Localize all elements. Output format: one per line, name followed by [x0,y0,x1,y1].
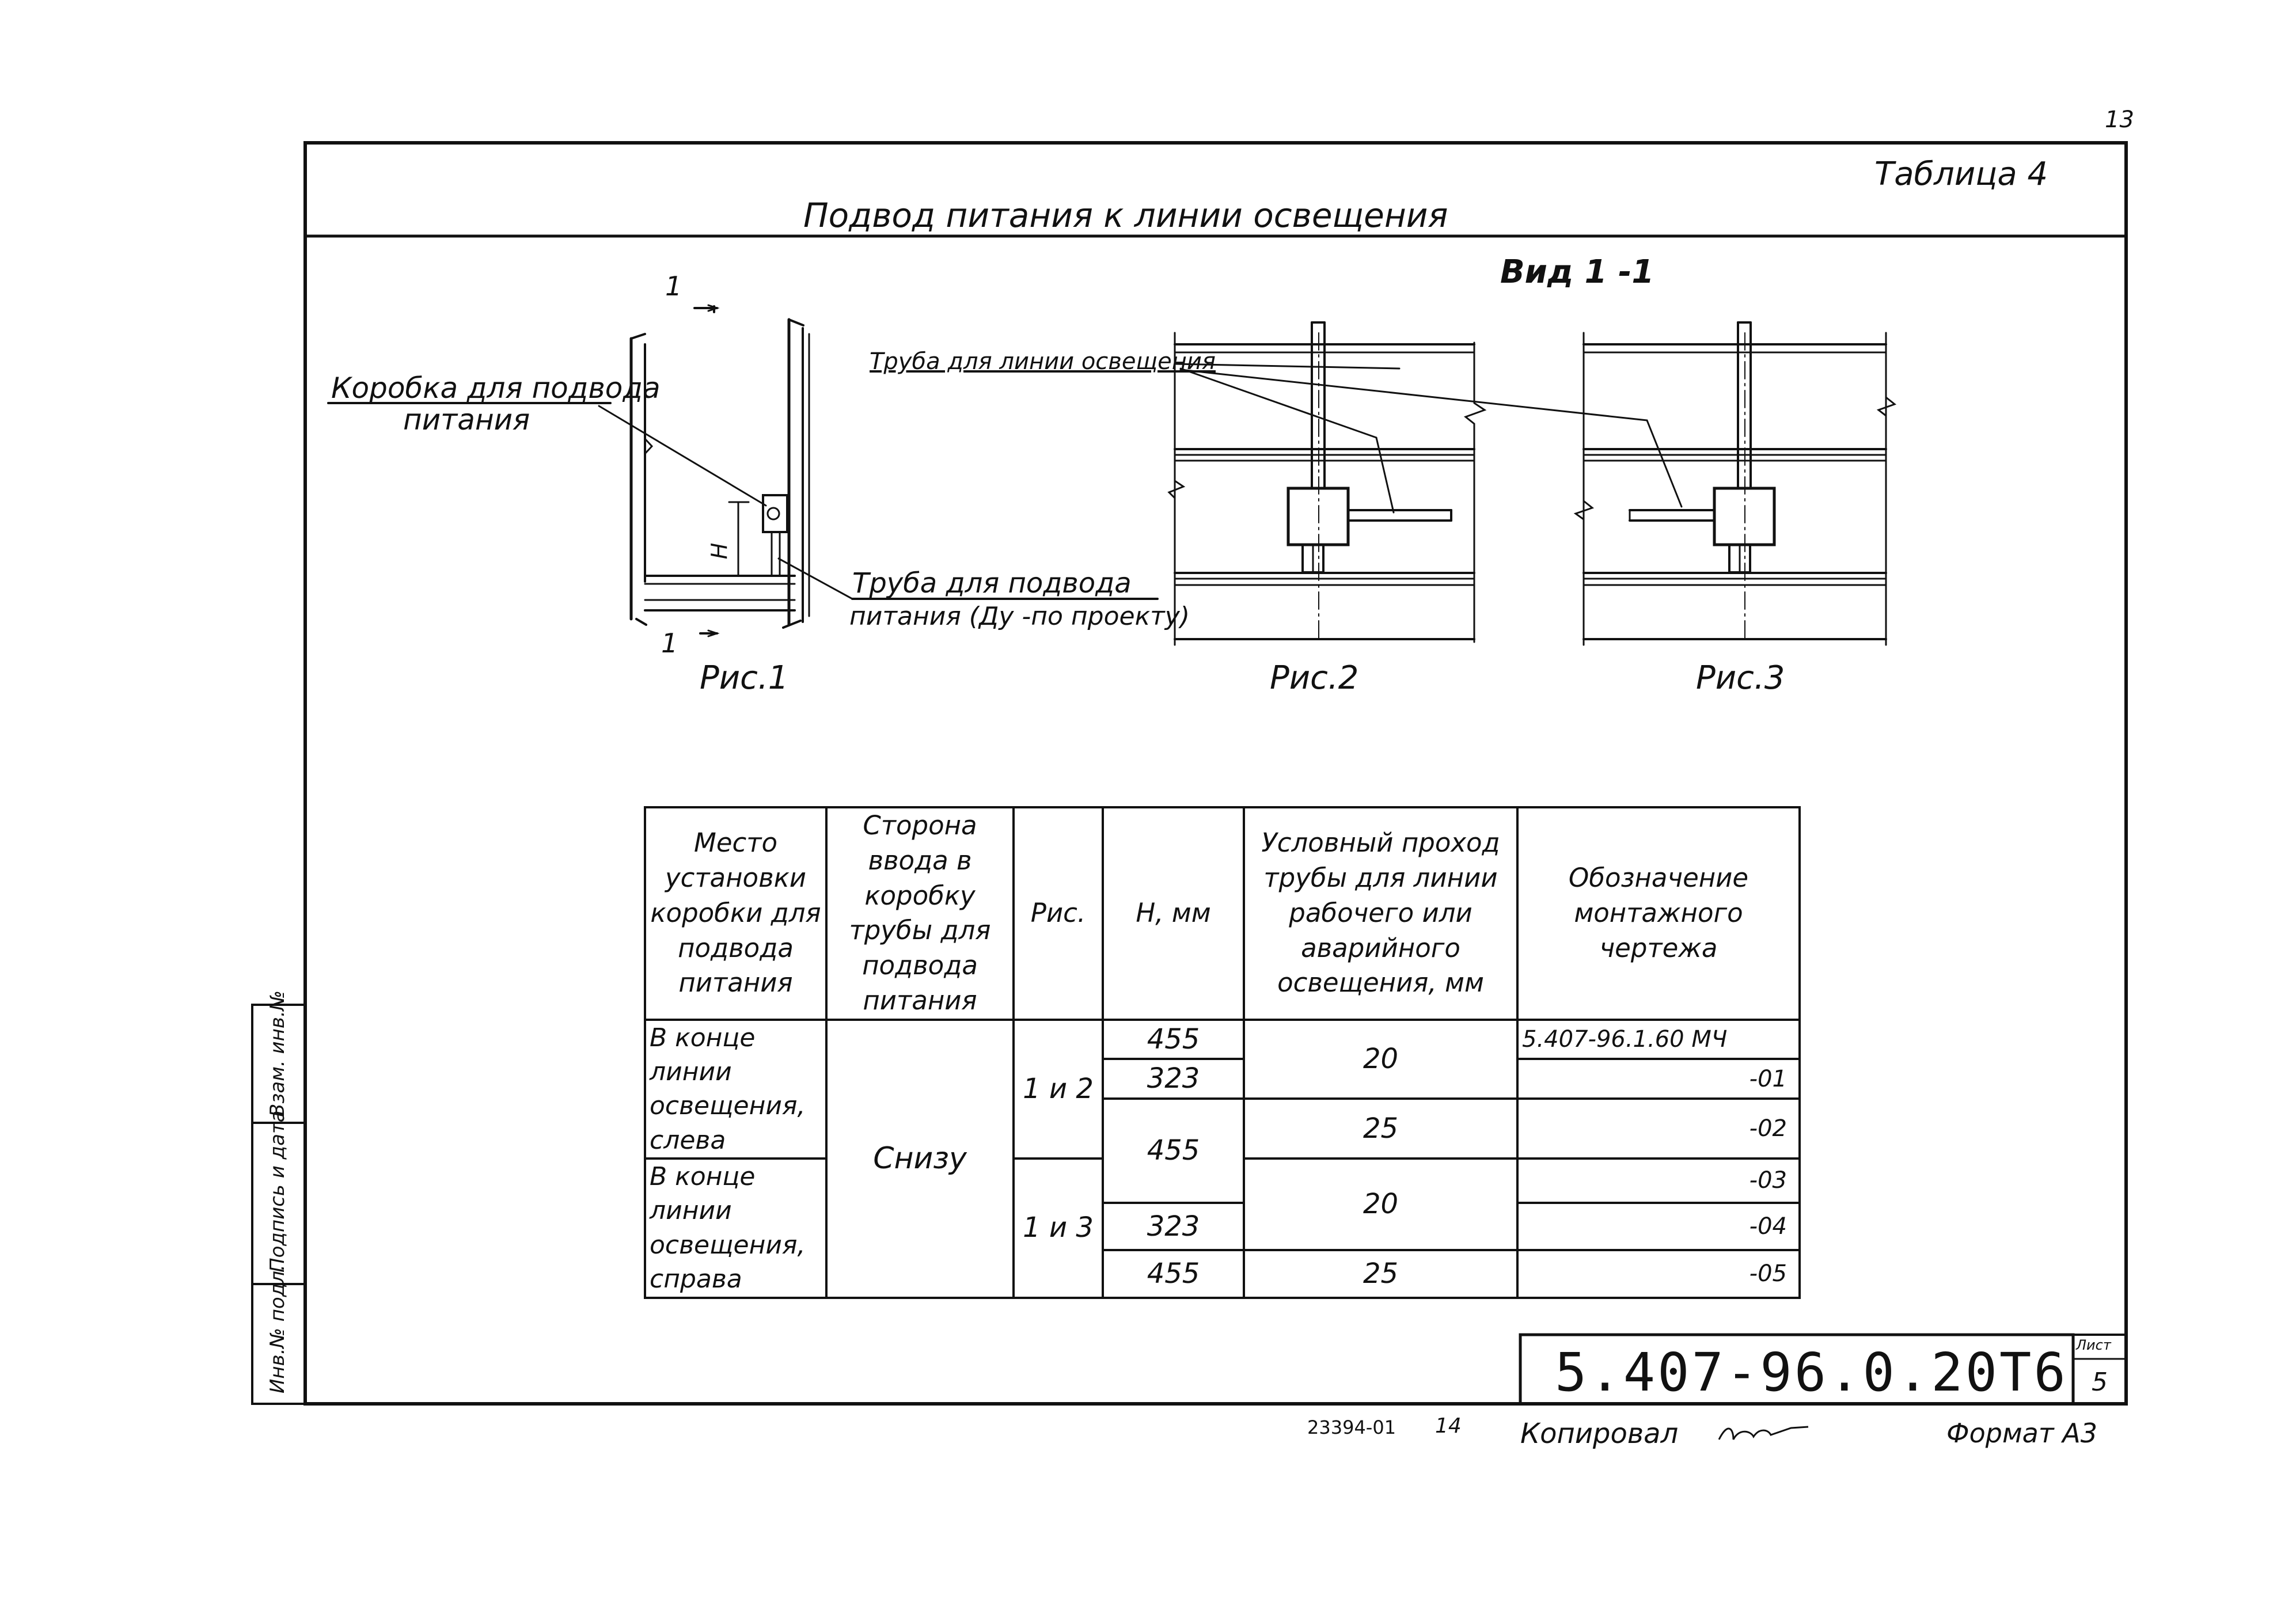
header-dn: Условный проход трубы для линии рабочего или аварийного освещения, мм [1244,807,1517,1020]
fig2-pipe-label: Труба для линии освещения [870,348,1216,375]
stamp-sheet-label: Лист [2076,1337,2111,1353]
stamp-format-label: Формат А3 [1946,1418,2097,1449]
fig1-box-label-line2: питания [403,403,530,436]
side-stamp-inv-orig: Инв.№ подл. [266,1264,289,1393]
fig1-dim-label: H [707,542,733,560]
fig1-pipe-label-line2: питания (Ду -по проекту) [849,602,1190,631]
cell-h-5: 455 [1103,1250,1244,1297]
fig3-caption: Рис.3 [1696,659,1785,697]
cell-designation-1: 5.407-96.1.60 МЧ [1517,1020,1800,1059]
page-title: Подвод питания к линии освещения [803,196,1448,235]
fig2-caption: Рис.2 [1270,659,1359,697]
cell-fig-b: 1 и 3 [1014,1159,1103,1298]
header-fig: Рис. [1014,807,1103,1020]
cell-designation-4: -03 [1517,1159,1800,1203]
table-label: Таблица 4 [1874,155,2048,193]
fig1-pipe-label-line1: Труба для подвода [852,567,1132,599]
cell-dn-3: 20 [1244,1159,1517,1250]
cell-dn-4: 25 [1244,1250,1517,1297]
cell-h-3: 455 [1103,1099,1244,1203]
cell-h-4: 323 [1103,1203,1244,1250]
cell-dn-2: 25 [1244,1099,1517,1159]
cell-h-1: 455 [1103,1020,1244,1059]
cell-place-left: В конце линии освещения, слева [645,1020,826,1159]
side-stamp-vzam-inv: Взам. инв.№ [266,990,289,1117]
cell-fig-a: 1 и 2 [1014,1020,1103,1159]
cell-designation-6: -05 [1517,1250,1800,1297]
header-h: H, мм [1103,807,1244,1020]
fig1-section-mark-top: 1 [665,271,682,302]
fig2-drawing [1169,322,1647,645]
side-stamp-sign-date: Подпись и дата [266,1110,289,1273]
cell-dn-1: 20 [1244,1020,1517,1099]
stamp-order-number: 23394-01 [1307,1416,1396,1438]
page-number: 13 [2105,107,2134,133]
view-label: Вид 1 -1 [1500,253,1654,291]
cell-designation-3: -02 [1517,1099,1800,1159]
fig1-box-label-line1: Коробка для подвода [331,371,661,405]
fig1-section-mark-bottom: 1 [661,628,678,659]
stamp-copied-label: Копировал [1520,1418,1679,1450]
header-designation: Обозначение монтажного чертежа [1517,807,1800,1020]
cell-place-right: В конце линии освещения, справа [645,1159,826,1298]
stamp-order-suffix: 14 [1435,1414,1462,1438]
table-header-row [645,807,1800,1020]
cell-side: Снизу [826,1020,1014,1298]
table-row [645,1020,1800,1059]
cell-designation-2: -01 [1517,1059,1800,1099]
cell-designation-5: -04 [1517,1203,1800,1250]
cell-h-2: 323 [1103,1059,1244,1099]
stamp-code: 5.407-96.0.20Т6 [1555,1342,2068,1403]
header-place: Место установки коробки для подвода питания [645,807,826,1020]
fig1-caption: Рис.1 [700,659,789,697]
mounting-table [644,806,1801,1299]
header-side: Сторона ввода в коробку трубы для подвода питания [826,807,1014,1020]
stamp-sheet-number: 5 [2092,1368,2108,1397]
fig3-drawing [1576,322,1895,645]
